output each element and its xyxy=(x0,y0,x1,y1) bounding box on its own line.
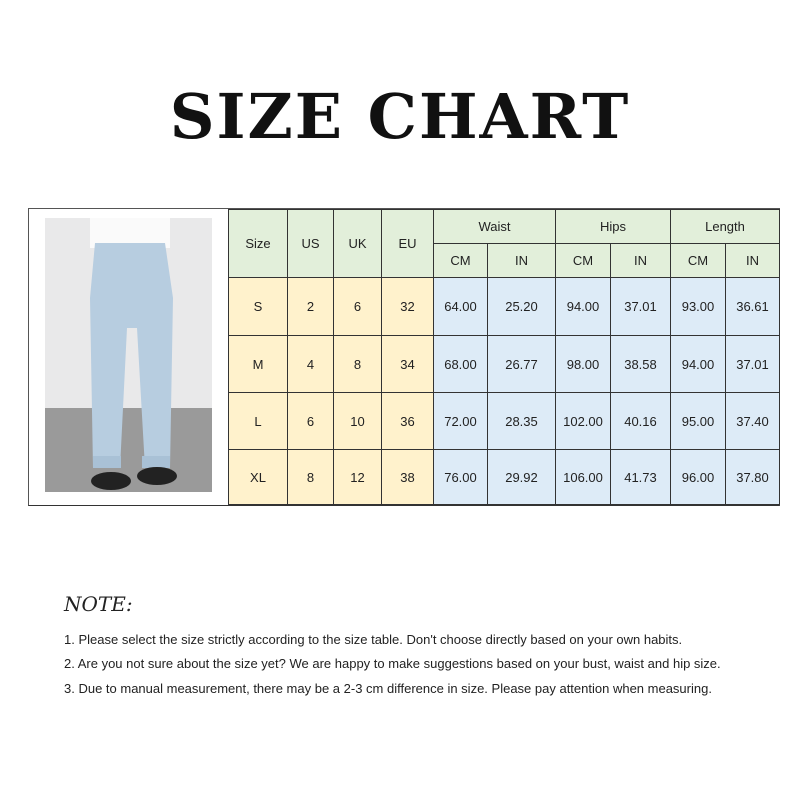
header-waist-in: IN xyxy=(488,244,556,278)
table-row xyxy=(229,450,780,505)
size-table xyxy=(228,209,780,505)
header-waist: Waist xyxy=(434,210,556,244)
table-cell: 95.00 xyxy=(671,393,726,450)
table-cell: M xyxy=(229,336,288,393)
table-cell: XL xyxy=(229,450,288,505)
header-hips: Hips xyxy=(556,210,671,244)
table-cell: 37.01 xyxy=(611,278,671,336)
table-cell: 28.35 xyxy=(488,393,556,450)
page-title: SIZE CHART xyxy=(169,80,631,153)
table-cell: 36.61 xyxy=(726,278,780,336)
note-2: 2. Are you not sure about the size yet? We are happy to make suggestions based on your bust, waist and hip size. xyxy=(64,656,721,671)
table-cell: 106.00 xyxy=(556,450,611,505)
table-cell: 93.00 xyxy=(671,278,726,336)
header-hips-cm: CM xyxy=(556,244,611,278)
header-length: Length xyxy=(671,210,780,244)
table-cell: 6 xyxy=(334,278,382,336)
table-cell: 12 xyxy=(334,450,382,505)
header-us: US xyxy=(288,210,334,278)
table-cell: 102.00 xyxy=(556,393,611,450)
table-cell: 40.16 xyxy=(611,393,671,450)
table-cell: 8 xyxy=(334,336,382,393)
table-cell: 64.00 xyxy=(434,278,488,336)
table-cell: 68.00 xyxy=(434,336,488,393)
table-cell: 94.00 xyxy=(556,278,611,336)
table-cell: 76.00 xyxy=(434,450,488,505)
table-cell: 37.40 xyxy=(726,393,780,450)
table-cell: S xyxy=(229,278,288,336)
header-size: Size xyxy=(229,210,288,278)
table-cell: 26.77 xyxy=(488,336,556,393)
table-row xyxy=(229,278,780,336)
table-cell: 37.80 xyxy=(726,450,780,505)
header-length-cm: CM xyxy=(671,244,726,278)
note-title: NOTE: xyxy=(64,592,133,616)
header-eu: EU xyxy=(382,210,434,278)
table-cell: 94.00 xyxy=(671,336,726,393)
product-photo xyxy=(45,218,212,492)
table-cell: 2 xyxy=(288,278,334,336)
table-cell: 37.01 xyxy=(726,336,780,393)
table-cell: L xyxy=(229,393,288,450)
table-cell: 25.20 xyxy=(488,278,556,336)
table-cell: 36 xyxy=(382,393,434,450)
note-3: 3. Due to manual measurement, there may be a 2-3 cm difference in size. Please pay attention when measuring. xyxy=(64,681,712,696)
table-cell: 96.00 xyxy=(671,450,726,505)
table-row xyxy=(229,393,780,450)
header-waist-cm: CM xyxy=(434,244,488,278)
table-cell: 4 xyxy=(288,336,334,393)
table-cell: 6 xyxy=(288,393,334,450)
table-cell: 29.92 xyxy=(488,450,556,505)
table-cell: 8 xyxy=(288,450,334,505)
table-cell: 41.73 xyxy=(611,450,671,505)
table-cell: 38.58 xyxy=(611,336,671,393)
table-cell: 38 xyxy=(382,450,434,505)
header-uk: UK xyxy=(334,210,382,278)
table-cell: 10 xyxy=(334,393,382,450)
header-hips-in: IN xyxy=(611,244,671,278)
table-row xyxy=(229,336,780,393)
note-1: 1. Please select the size strictly according to the size table. Don't choose directly based on your own habits. xyxy=(64,632,683,647)
table-cell: 98.00 xyxy=(556,336,611,393)
header-length-in: IN xyxy=(726,244,780,278)
table-cell: 72.00 xyxy=(434,393,488,450)
table-cell: 34 xyxy=(382,336,434,393)
table-cell: 32 xyxy=(382,278,434,336)
